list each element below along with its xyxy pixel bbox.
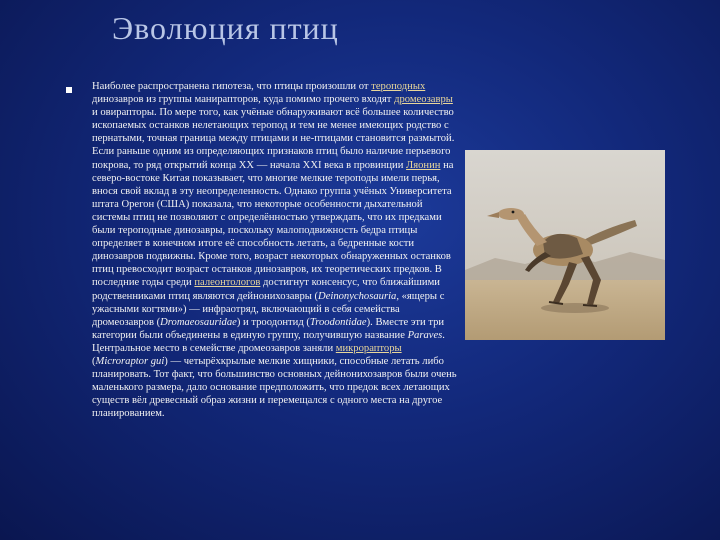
text-run: на северо-востоке Китая показывает, что многие мелкие тероподы имели перья, внося свой вклад в эту неопределенность. Однако группа учёных Университета штата Орегон (США) показала, что некоторые особенности дыхательной системы птиц не позволяют с определённостью утверждать, что их предками были тероподные динозавры, поскольку малоподвижность бедра птицы определяет в конечном итоге её способность летать, а бедренные кости динозавров подвижны. Кроме того, возраст некоторых обнаруженных останков птиц превосходит возраст останков динозавров, их теоретических предков. В последние годы среди <box>92 159 454 289</box>
text-run: динозавров из группы манирапторов, куда помимо прочего входят <box>92 94 395 106</box>
text-run: . Центральное место в семействе дромеозавров заняли <box>92 329 445 354</box>
latin-term: Dromaeosauridae <box>160 316 237 328</box>
link-dromaeosaurs[interactable]: дромеозавры <box>394 94 453 106</box>
bullet-square-icon <box>66 87 72 93</box>
link-microraptors[interactable]: микрорапторы <box>335 342 402 354</box>
text-run: ) — четырёхкрылые мелкие хищники, способные летать либо планировать. Тот факт, что большинство основных дейнонихозавров были очень маленького размера, дало основание предположить, что предок всех летающих существ вёл древесный образ жизни и перемещался с одного места на другое планированием. <box>92 355 457 420</box>
latin-term: Microraptor gui <box>95 355 165 367</box>
text-run: ) и троодонтид ( <box>236 316 310 328</box>
text-run: и овирапторы. По мере того, как учёные обнаруживают всё большее количество ископаемых останков нелетающих теропод и тем не менее имеющих родство с пернатыми, точная граница между птицами и не-птицами становится размытой. Если раньше одним из определяющих признаков птиц было наличие перьевого покрова, то ряд открытий конца XX — начала XXI века в провинции <box>92 107 455 171</box>
link-theropods[interactable]: тероподных <box>371 81 426 92</box>
text-run: ). Вместе эти три категории были объединены в единую группу, получившую название <box>92 316 445 341</box>
latin-term: Deinonychosauria <box>318 290 397 302</box>
latin-term: Troodontidae <box>309 316 367 328</box>
feathered-dinosaur-icon <box>465 150 665 340</box>
link-paleontologists[interactable]: палеонтологов <box>194 277 261 289</box>
text-run: Наиболее распространена гипотеза, что птицы произошли от <box>92 81 372 92</box>
dinosaur-image <box>465 150 665 340</box>
link-liaoning[interactable]: Ляонин <box>406 159 441 171</box>
text-run: , «ящеры с ужасными когтями») — инфраотряд, включающий в себя семейства дромеозавров ( <box>92 290 445 328</box>
latin-term: Paraves <box>407 329 443 341</box>
body-paragraph <box>92 80 460 420</box>
text-run: достигнут консенсус, что ближайшими родственниками птиц являются дейнонихозавры ( <box>92 277 440 302</box>
text-run: ( <box>92 355 96 367</box>
slide-title: Эволюция птиц <box>112 10 339 46</box>
